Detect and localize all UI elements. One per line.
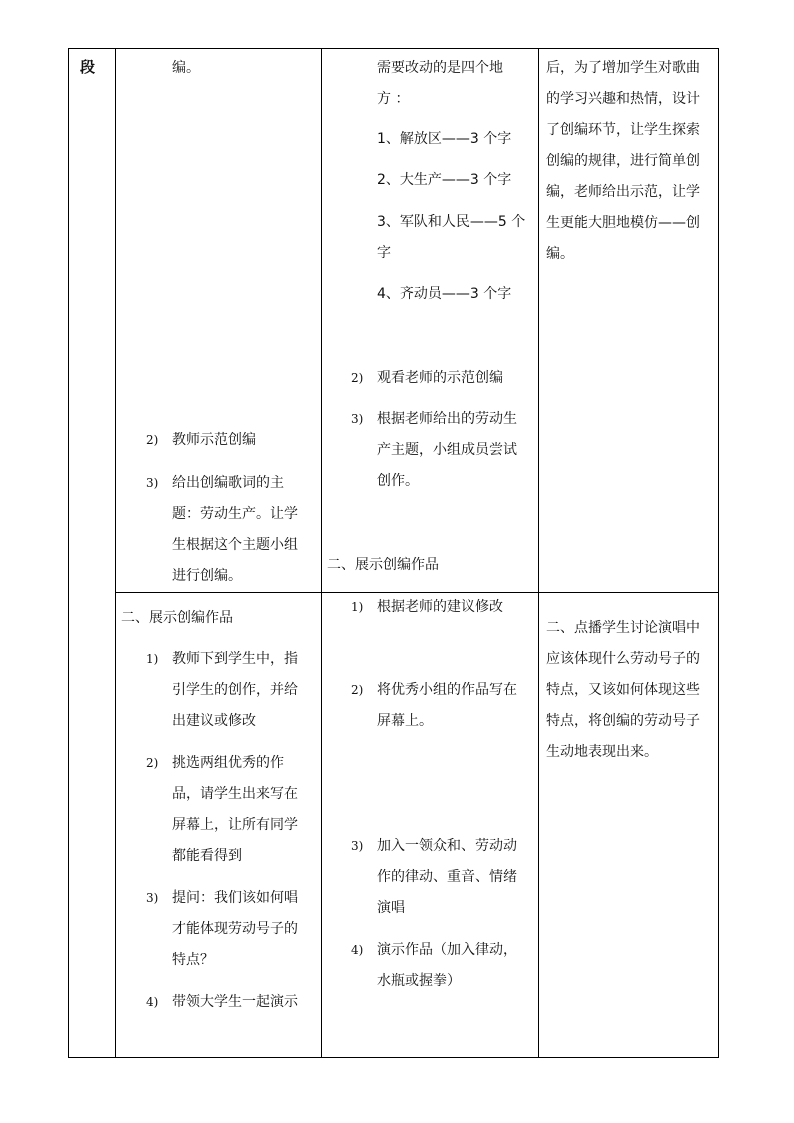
- list-item-line: 作的律动、重音、情绪: [377, 869, 517, 885]
- design-intent-line: 生动地表现出来。: [546, 744, 658, 760]
- list-number: 2): [146, 433, 159, 447]
- list-item-line: 品，请学生出来写在: [172, 786, 298, 802]
- list-item-line: 给出创编歌词的主: [172, 475, 284, 491]
- section-title: 二、展示创编作品: [327, 557, 439, 573]
- design-intent-line: 二、点播学生讨论演唱中: [546, 620, 700, 636]
- list-item-line: 出建议或修改: [172, 713, 256, 729]
- list-item-line: 进行创编。: [172, 568, 242, 584]
- list-item-line: 提问：我们该如何唱: [172, 890, 298, 906]
- design-intent-line: 应该体现什么劳动号子的: [546, 651, 700, 667]
- design-intent-line: 特点，将创编的劳动号子: [546, 713, 700, 729]
- change-line: 4、齐动员——3 个字: [377, 286, 512, 302]
- design-intent-line: 编，老师给出示范，让学: [546, 184, 700, 200]
- list-number: 2): [351, 683, 364, 697]
- section-title: 二、展示创编作品: [121, 610, 233, 626]
- row-divider: [115, 592, 719, 593]
- change-line: 字: [377, 245, 391, 261]
- intro-line: 需要改动的是四个地: [377, 60, 503, 76]
- list-number: 4): [351, 943, 364, 957]
- list-number: 3): [146, 476, 159, 490]
- list-item-line: 将优秀小组的作品写在: [377, 682, 517, 698]
- list-number: 3): [146, 891, 159, 905]
- list-item-line: 演唱: [377, 900, 405, 916]
- table-border-left: [68, 48, 69, 1058]
- list-item-line: 创作。: [377, 473, 419, 489]
- list-item-line: 根据老师给出的劳动生: [377, 411, 517, 427]
- list-item-line: 题：劳动生产。让学: [172, 506, 298, 522]
- change-line: 1、解放区——3 个字: [377, 131, 512, 147]
- list-item-line: 水瓶或握拳）: [377, 973, 461, 989]
- table-border-bottom: [68, 1057, 719, 1058]
- design-intent-line: 了创编环节，让学生探索: [546, 122, 700, 138]
- teacher-text-continuation: 编。: [172, 60, 200, 76]
- list-item-line: 特点？: [172, 952, 214, 968]
- list-item-line: 根据老师的建议修改: [377, 599, 503, 615]
- list-item-line: 演示作品（加入律动，: [377, 942, 517, 958]
- list-item-line: 教师下到学生中，指: [172, 651, 298, 667]
- design-intent-line: 后，为了增加学生对歌曲: [546, 60, 700, 76]
- list-item-line: 带领大学生一起演示: [172, 994, 298, 1010]
- list-number: 2): [146, 756, 159, 770]
- design-intent-line: 特点，又该如何体现这些: [546, 682, 700, 698]
- list-item-line: 教师示范创编: [172, 432, 256, 448]
- table-border-top: [68, 48, 719, 49]
- list-item-line: 引学生的创作，并给: [172, 682, 298, 698]
- list-item-line: 挑选两组优秀的作: [172, 755, 284, 771]
- list-item-line: 屏幕上，让所有同学: [172, 817, 298, 833]
- list-number: 1): [351, 600, 364, 614]
- table-border-right: [718, 48, 719, 1058]
- change-line: 3、军队和人民——5 个: [377, 214, 526, 230]
- section-label: 段: [80, 58, 96, 76]
- list-number: 3): [351, 412, 364, 426]
- change-line: 2、大生产——3 个字: [377, 172, 512, 188]
- column-divider-3: [538, 48, 539, 1058]
- list-item-line: 屏幕上。: [377, 713, 433, 729]
- list-item-line: 都能看得到: [172, 848, 242, 864]
- list-number: 4): [146, 995, 159, 1009]
- design-intent-line: 的学习兴趣和热情，设计: [546, 91, 700, 107]
- list-number: 3): [351, 839, 364, 853]
- column-divider-1: [115, 48, 116, 1058]
- design-intent-line: 编。: [546, 246, 574, 262]
- list-number: 2): [351, 371, 364, 385]
- column-divider-2: [321, 48, 322, 1058]
- list-item-line: 产主题，小组成员尝试: [377, 442, 517, 458]
- list-item-line: 生根据这个主题小组: [172, 537, 298, 553]
- design-intent-line: 生更能大胆地模仿——创: [546, 215, 700, 231]
- list-item-line: 才能体现劳动号子的: [172, 921, 298, 937]
- design-intent-line: 创编的规律，进行简单创: [546, 153, 700, 169]
- list-item-line: 加入一领众和、劳动动: [377, 838, 517, 854]
- list-number: 1): [146, 652, 159, 666]
- intro-line: 方 ：: [377, 91, 410, 107]
- list-item-line: 观看老师的示范创编: [377, 370, 503, 386]
